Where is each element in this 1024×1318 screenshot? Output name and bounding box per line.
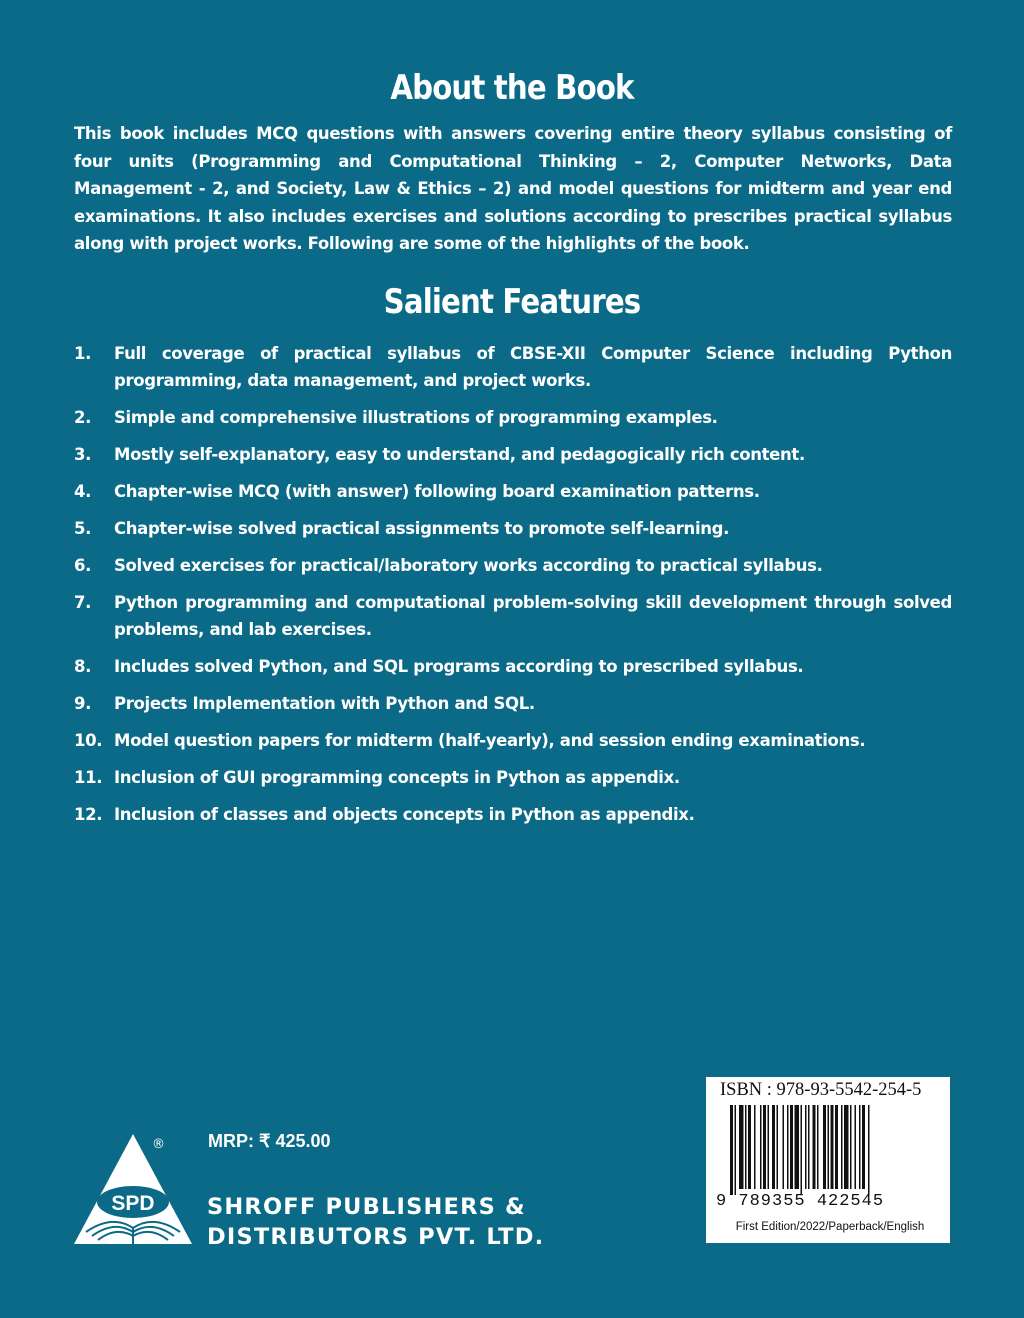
barcode-bar [783,1105,785,1189]
feature-number: 12. [74,805,103,824]
barcode-bar [739,1105,744,1189]
barcode-bar [844,1105,849,1189]
feature-number: 4. [74,482,92,501]
feature-number: 1. [74,344,92,363]
barcode-bar [828,1105,830,1189]
feature-number: 5. [74,519,92,538]
barcode-bar [850,1105,852,1189]
barcode-bar [841,1105,843,1189]
barcode-bar [868,1105,870,1195]
feature-number: 8. [74,657,92,676]
barcode-bar [831,1105,834,1189]
feature-item [74,690,952,717]
barcode-bar [735,1105,737,1195]
feature-item [74,515,952,542]
barcode-bar [760,1105,762,1189]
feature-item [74,727,952,754]
isbn-label: ISBN : 978-93-5542-254-5 [720,1080,922,1100]
feature-text: Simple and comprehensive illustrations of programming examples. [114,408,718,427]
barcode-bar [823,1105,826,1189]
feature-item [74,478,952,505]
barcode-bar [730,1105,733,1195]
feature-text: Inclusion of classes and objects concepts in Python as appendix. [114,805,695,824]
feature-text: Chapter-wise solved practical assignments to promote self-learning. [114,519,730,538]
barcode-bar [805,1105,807,1189]
barcode-bar [763,1105,766,1189]
publisher-name-line1: SHROFF PUBLISHERS & [207,1194,526,1220]
feature-item [74,441,952,468]
feature-text: Includes solved Python, and SQL programs according to prescribed syllabus. [114,657,804,676]
barcode-bar [795,1105,800,1189]
barcode-box [706,1077,950,1243]
registered-mark: ® [152,1137,165,1152]
feature-item [74,589,952,643]
barcode-icon [730,1105,930,1195]
feature-item [74,340,952,394]
feature-number: 6. [74,556,92,575]
barcode-bar [772,1105,775,1189]
features-heading: Salient Features [383,282,641,322]
barcode-bar [808,1105,810,1189]
feature-number: 10. [74,731,103,750]
publisher-name [207,1192,544,1252]
barcode-bar [768,1105,770,1189]
features-list [74,340,952,838]
barcode-bar [813,1105,816,1189]
about-heading: About the Book [390,68,634,108]
feature-text: Chapter-wise MCQ (with answer) following board examination patterns. [114,482,760,501]
logo-text: SPD [111,1192,155,1215]
feature-number: 9. [74,694,92,713]
barcode-bar [859,1105,861,1189]
spd-logo-icon [72,1132,194,1248]
publisher-name-line2: DISTRIBUTORS PVT. LTD. [207,1224,545,1250]
feature-text: Python programming and computational problem-solving skill development through solved problems, and lab exercises. [114,593,952,639]
barcode-digits: 9 789355 422545 [716,1192,885,1211]
barcode-bar [835,1105,838,1189]
barcode-bar [862,1105,865,1189]
barcode-bar [745,1105,747,1189]
feature-text: Inclusion of GUI programming concepts in Python as appendix. [114,768,680,787]
feature-text: Model question papers for midterm (half-yearly), and session ending examinations. [114,731,866,750]
feature-number: 11. [74,768,103,787]
feature-text: Solved exercises for practical/laboratory works according to practical syllabus. [114,556,823,575]
barcode-bar [748,1105,751,1189]
feature-number: 3. [74,445,92,464]
feature-text: Mostly self-explanatory, easy to understand, and pedagogically rich content. [114,445,805,464]
feature-item [74,653,952,680]
barcode-bar [754,1105,756,1189]
feature-item [74,552,952,579]
feature-item [74,404,952,431]
feature-item [74,764,952,791]
barcode-bar [817,1105,819,1189]
edition-info: First Edition/2022/Paperback/English [735,1221,925,1233]
mrp-price: MRP: ₹ 425.00 [208,1131,331,1151]
barcode-bar [855,1105,857,1189]
feature-text: Full coverage of practical syllabus of CBSE-XII Computer Science including Python programming, data management, and project works. [114,344,952,390]
barcode-bar [801,1105,803,1195]
feature-text: Projects Implementation with Python and SQL. [114,694,535,713]
feature-item [74,801,952,828]
barcode-bar [787,1105,789,1189]
feature-number: 2. [74,408,92,427]
about-paragraph: This book includes MCQ questions with answers covering entire theory syllabus consisting of four units (Programming and Computational Thinking – 2, Computer Networks, Data Management - 2, and Society, Law & Ethics – 2) and model questions for midterm and year end examinations. It also includes exercises and solutions according to prescribes practical syllabus along with project works. Following are some of the highlights of the book. [74,124,952,253]
feature-number: 7. [74,593,92,612]
barcode-bar [790,1105,793,1189]
barcode-bar [777,1105,779,1189]
